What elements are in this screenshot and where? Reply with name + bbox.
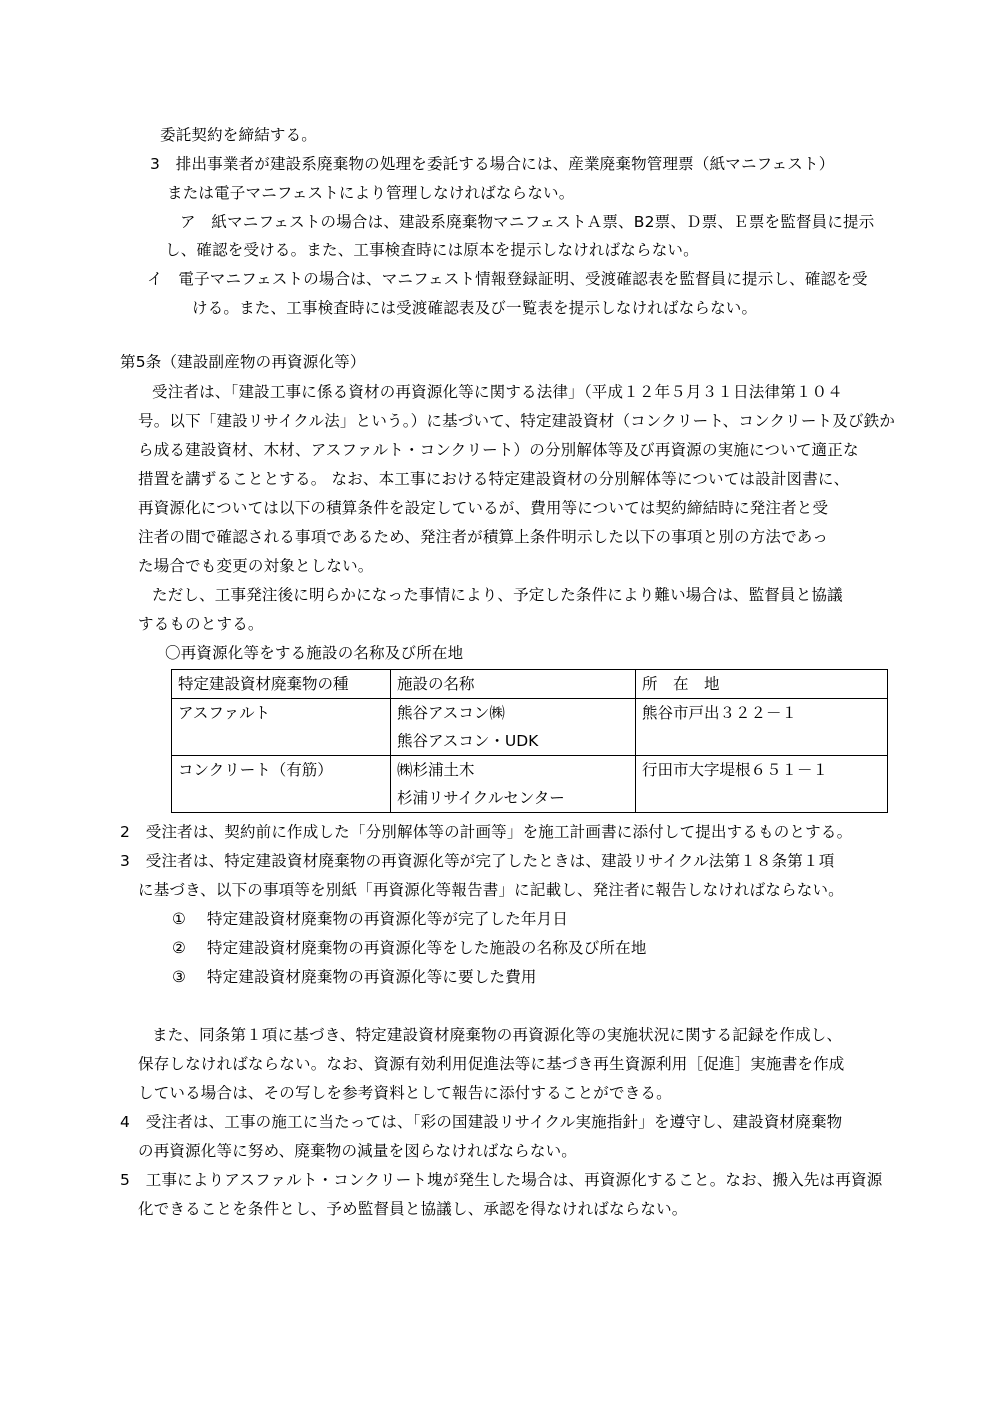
table-caption: 〇再資源化等をする施設の名称及び所在地 — [165, 644, 464, 662]
text-line: するものとする。 — [138, 615, 264, 633]
text-line: 化できることを条件とし、予め監督員と協議し、承認を得なければならない。 — [138, 1200, 688, 1218]
text-line: に基づき、以下の事項等を別紙「再資源化等報告書」に記載し、発注者に報告しなければならない。 — [138, 881, 844, 899]
text-line: 措置を講ずることとする。 なお、本工事における特定建設資材の分別解体等については設計図書に、 — [138, 470, 850, 488]
text-line: 4 受注者は、工事の施工に当たっては、「彩の国建設リサイクル実施指針」を遵守し、建設資材廃棄物 — [120, 1113, 843, 1131]
text-line: または電子マニフェストにより管理しなければならない。 — [167, 184, 575, 202]
text-line: 3 受注者は、特定建設資材廃棄物の再資源化等が完了したときは、建設リサイクル法第１８条第１項 — [120, 852, 835, 870]
column-header: 施設の名称 — [391, 670, 636, 699]
facility-name: 熊谷アスコン㈱ — [397, 704, 505, 722]
waste-type-cell: アスファルト — [172, 699, 391, 756]
list-item: ② 特定建設資材廃棄物の再資源化等をした施設の名称及び所在地 — [172, 939, 647, 957]
text-line: ける。また、工事検査時には受渡確認表及び一覧表を提示しなければならない。 — [192, 299, 758, 317]
facility-name: 熊谷アスコン・UDK — [397, 732, 539, 750]
text-line: 号。以下「建設リサイクル法」という。）に基づいて、特定建設資材（コンクリート、コンクリート及び鉄か — [138, 412, 896, 430]
section-heading: 第5条（建設副産物の再資源化等） — [120, 353, 366, 371]
text-line: 2 受注者は、契約前に作成した「分別解体等の計画等」を施工計画書に添付して提出するものとする。 — [120, 823, 853, 841]
list-item: ① 特定建設資材廃棄物の再資源化等が完了した年月日 — [172, 910, 569, 928]
column-header: 特定建設資材廃棄物の種 — [172, 670, 391, 699]
text-line: 再資源化については以下の積算条件を設定しているが、費用等については契約締結時に発注者と受 — [138, 499, 829, 517]
waste-type-cell: コンクリート（有筋） — [172, 756, 391, 813]
table-row — [172, 756, 888, 813]
text-line: 委託契約を締結する。 — [160, 126, 318, 144]
list-item: ③ 特定建設資材廃棄物の再資源化等に要した費用 — [172, 968, 537, 986]
address-cell: 熊谷市戸出３２２－１ — [636, 699, 888, 756]
text-line: の再資源化等に努め、廃棄物の減量を図らなければならない。 — [138, 1142, 577, 1160]
text-line: ア 紙マニフェストの場合は、建設系廃棄物マニフェストＡ票、B2票、Ｄ票、Ｅ票を監督員に提示 — [180, 213, 875, 231]
table-row — [172, 699, 888, 756]
column-header: 所 在 地 — [636, 670, 888, 699]
text-line: ら成る建設資材、木材、アスファルト・コンクリート）の分別解体等及び再資源の実施について適正な — [138, 441, 859, 459]
text-line: ただし、工事発注後に明らかになった事情により、予定した条件により難い場合は、監督員と協議 — [152, 586, 843, 604]
table-header-row — [172, 670, 888, 699]
facility-name: ㈱杉浦土木 — [397, 761, 475, 779]
address-cell: 行田市大字堤根６５１－１ — [636, 756, 888, 813]
text-line: 注者の間で確認される事項であるため、発注者が積算上条件明示した以下の事項と別の方法であっ — [138, 528, 829, 546]
text-line: た場合でも変更の対象としない。 — [138, 557, 374, 575]
text-line: 3 排出事業者が建設系廃棄物の処理を委託する場合には、産業廃棄物管理票（紙マニフェスト） — [150, 155, 835, 173]
facility-cell — [391, 699, 636, 756]
text-line: 5 工事によりアスファルト・コンクリート塊が発生した場合は、再資源化すること。なお、搬入先は再資源 — [120, 1171, 883, 1189]
text-line: し、確認を受ける。また、工事検査時には原本を提示しなければならない。 — [165, 241, 699, 259]
text-line: 受注者は、「建設工事に係る資材の再資源化等に関する法律」（平成１２年５月３１日法律第１０４ — [152, 383, 844, 401]
facility-table — [171, 669, 888, 813]
facility-cell — [391, 756, 636, 813]
text-line: イ 電子マニフェストの場合は、マニフェスト情報登録証明、受渡確認表を監督員に提示し、確認を受 — [147, 270, 868, 288]
text-line: 保存しなければならない。なお、資源有効利用促進法等に基づき再生資源利用［促進］実施書を作成 — [138, 1055, 845, 1073]
text-line: また、同条第１項に基づき、特定建設資材廃棄物の再資源化等の実施状況に関する記録を作成し、 — [152, 1026, 843, 1044]
facility-name: 杉浦リサイクルセンター — [397, 789, 565, 807]
text-line: している場合は、その写しを参考資料として報告に添付することができる。 — [138, 1084, 672, 1102]
